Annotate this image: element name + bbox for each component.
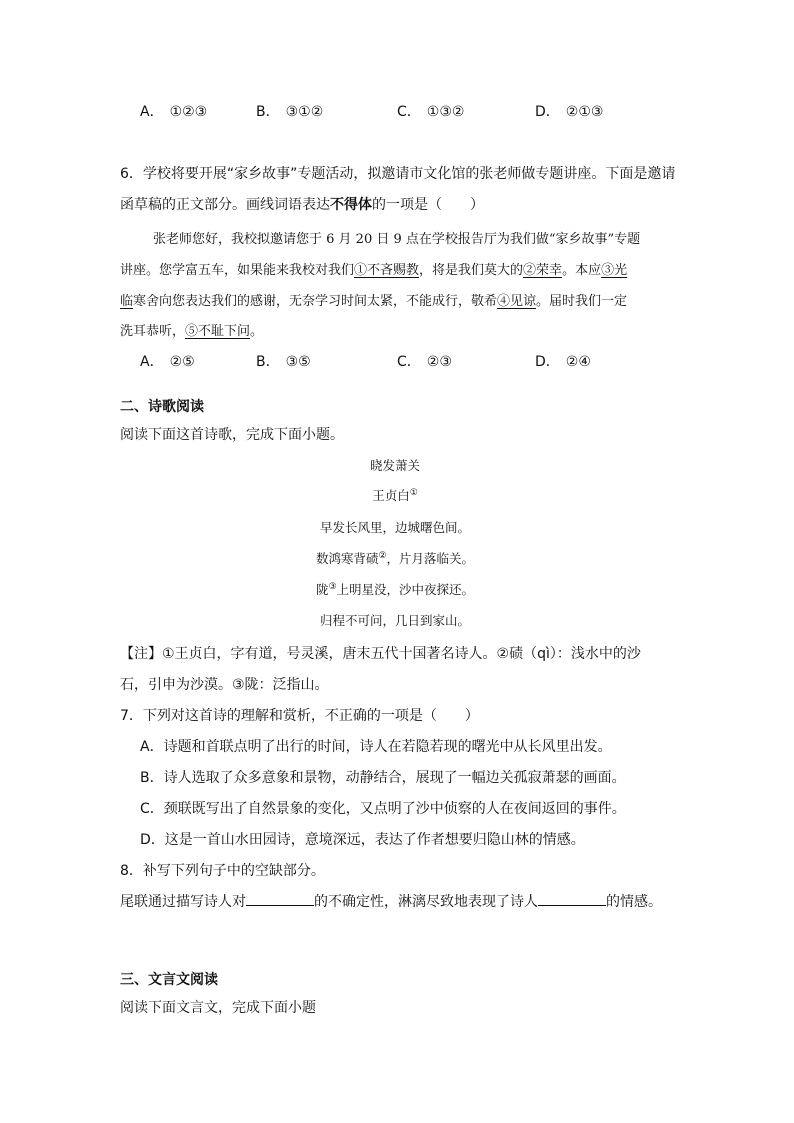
- footnote-mark: ③: [328, 582, 337, 592]
- underlined-phrase-5: ⑤不耻下问: [185, 324, 251, 339]
- q5-option-d: D． ②①③: [535, 104, 604, 120]
- letter-line2: 讲座。您学富五车，如果能来我校对我们①不吝赐教，将是我们莫大的②荣幸。本应③光: [120, 263, 628, 278]
- poem-notes-line1: 【注】①王贞白，字有道，号灵溪，唐末五代十国著名诗人。②碛（qì）：浅水中的沙: [120, 646, 641, 662]
- q5-option-a: A． ①②③: [140, 104, 208, 120]
- poem-title: 晓发萧关: [369, 458, 420, 473]
- underlined-phrase-2: ②荣幸: [523, 263, 563, 278]
- q8-stem: 8．补写下列句子中的空缺部分。: [120, 863, 325, 879]
- section3-title: 三、文言文阅读: [120, 972, 218, 988]
- q8-text: 尾联通过描写诗人对 的不确定性，淋漓尽致地表现了诗人 的情感。: [120, 894, 662, 910]
- poem-line2: 数鸿寒背碛②，片月落临关。: [315, 551, 475, 566]
- answer-blank-2[interactable]: [538, 893, 606, 906]
- poem-line1: 早发长风里，边城曙色间。: [319, 520, 470, 535]
- q6-stem-line2: 函草稿的正文部分。画线词语表达不得体的一项是（ ）: [120, 197, 484, 213]
- letter-line1: 张老师您好，我校拟邀请您于 6 月 20 日 9 点在学校报告厅为我们做“家乡故事”专题: [153, 232, 641, 247]
- underlined-phrase-3b: 临: [120, 294, 134, 309]
- q6-option-d: D． ②④: [535, 354, 591, 370]
- poem-notes-line2: 石，引申为沙漠。③陇：泛指山。: [120, 677, 329, 693]
- underlined-phrase-4: ④见谅: [497, 294, 537, 309]
- q7-option-d: D．这是一首山水田园诗，意境深远，表达了作者想要归隐山林的情感。: [140, 832, 585, 848]
- q6-option-a: A． ②⑤: [140, 354, 195, 370]
- letter-line3: 临寒舍向您表达我们的感谢，无奈学习时间太紧，不能成行，敬希④见谅。届时我们一定: [120, 294, 628, 309]
- underlined-phrase-1: ①不吝赐教: [354, 263, 420, 278]
- answer-blank-1[interactable]: [246, 893, 314, 906]
- q6-stem-line1: 6．学校将要开展“家乡故事”专题活动，拟邀请市文化馆的张老师做专题讲座。下面是邀请: [120, 166, 676, 182]
- q6-option-b: B． ③⑤: [256, 354, 311, 370]
- poem-line3: 陇③上明星没，沙中夜探还。: [315, 582, 475, 597]
- section3-instruction: 阅读下面文言文，完成下面小题: [120, 1000, 316, 1016]
- q7-option-b: B．诗人选取了众多意象和景物，动静结合，展现了一幅边关孤寂萧瑟的画面。: [140, 770, 626, 786]
- footnote-mark: ②: [378, 551, 387, 561]
- emphasis-not-appropriate: 不得体: [330, 197, 372, 213]
- underlined-phrase-3a: ③光: [601, 263, 628, 278]
- q5-option-b: B． ③①②: [256, 104, 324, 120]
- q7-option-c: C．颈联既写出了自然景象的变化，又点明了沙中侦察的人在夜间返回的事件。: [140, 801, 626, 817]
- q6-option-c: C． ②③: [397, 354, 452, 370]
- letter-line4: 洗耳恭听，⑤不耻下问。: [120, 324, 264, 339]
- poem-author: 王贞白①: [372, 488, 418, 503]
- footnote-mark: ①: [409, 488, 418, 498]
- poem-line4: 归程不可问，几日到家山。: [319, 613, 470, 628]
- q5-option-c: C． ①③②: [397, 104, 465, 120]
- q7-option-a: A．诗题和首联点明了出行的时间，诗人在若隐若现的曙光中从长风里出发。: [140, 739, 612, 755]
- section2-title: 二、诗歌阅读: [120, 399, 204, 415]
- section2-instruction: 阅读下面这首诗歌，完成下面小题。: [120, 427, 344, 443]
- q7-stem: 7．下列对这首诗的理解和赏析，不正确的一项是（ ）: [120, 708, 479, 724]
